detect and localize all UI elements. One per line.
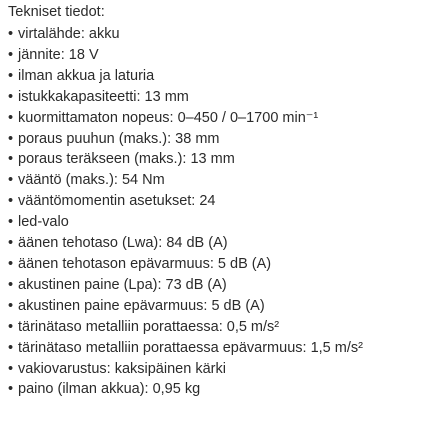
bullet-icon: • [8, 235, 14, 252]
spec-item [8, 108, 363, 129]
bullet-icon: • [8, 381, 14, 398]
specs-heading: Tekniset tiedot: [8, 4, 105, 20]
spec-text: virtalähde: akku [18, 26, 120, 42]
bullet-icon: • [8, 46, 14, 63]
bullet-icon: • [8, 297, 14, 314]
spec-item [8, 149, 363, 170]
spec-text: vääntömomentin asetukset: 24 [18, 193, 216, 210]
spec-text: paino (ilman akkua): 0,95 kg [18, 381, 201, 398]
spec-item [8, 379, 363, 400]
bullet-icon: • [8, 318, 14, 335]
spec-item [8, 129, 363, 150]
bullet-icon: • [8, 130, 14, 147]
spec-item [8, 45, 363, 66]
spec-text: akustinen paine (Lpa): 73 dB (A) [18, 276, 227, 293]
spec-text: akustinen paine epävarmuus: 5 dB (A) [18, 297, 265, 314]
spec-text: äänen tehotaso (Lwa): 84 dB (A) [18, 235, 228, 252]
spec-text: ilman akkua ja laturia [18, 67, 155, 84]
bullet-icon: • [8, 360, 14, 377]
spec-item [8, 24, 363, 45]
spec-text: äänen tehotason epävarmuus: 5 dB (A) [18, 255, 272, 272]
bullet-icon: • [8, 276, 14, 293]
spec-text: kuormittamaton nopeus: 0–450 / 0–1700 min⁻¹ [18, 109, 319, 126]
bullet-icon: • [8, 26, 14, 42]
spec-text: tärinätaso metalliin porattaessa epävarmuus: 1,5 m/s² [18, 339, 363, 356]
spec-text: led-valo [18, 214, 69, 231]
spec-item [8, 233, 363, 254]
spec-item [8, 191, 363, 212]
bullet-icon: • [8, 339, 14, 356]
spec-item [8, 254, 363, 275]
bullet-icon: • [8, 67, 14, 84]
spec-item [8, 66, 363, 87]
spec-item [8, 338, 363, 359]
spec-item [8, 87, 363, 108]
specs-list [8, 24, 363, 400]
spec-text: vääntö (maks.): 54 Nm [18, 172, 165, 189]
bullet-icon: • [8, 151, 14, 168]
spec-text: tärinätaso metalliin porattaessa: 0,5 m/s² [18, 318, 280, 335]
spec-item [8, 275, 363, 296]
spec-text: poraus teräkseen (maks.): 13 mm [18, 151, 235, 168]
spec-item [8, 170, 363, 191]
bullet-icon: • [8, 88, 14, 105]
spec-text: jännite: 18 V [18, 46, 99, 63]
spec-text: istukkakapasiteetti: 13 mm [18, 88, 189, 105]
spec-text: poraus puuhun (maks.): 38 mm [18, 130, 220, 147]
spec-item [8, 296, 363, 317]
bullet-icon: • [8, 255, 14, 272]
bullet-icon: • [8, 172, 14, 189]
bullet-icon: • [8, 214, 14, 231]
bullet-icon: • [8, 109, 14, 126]
spec-item [8, 212, 363, 233]
spec-text: vakiovarustus: kaksipäinen kärki [18, 360, 226, 377]
spec-item [8, 359, 363, 380]
bullet-icon: • [8, 193, 14, 210]
spec-item [8, 317, 363, 338]
